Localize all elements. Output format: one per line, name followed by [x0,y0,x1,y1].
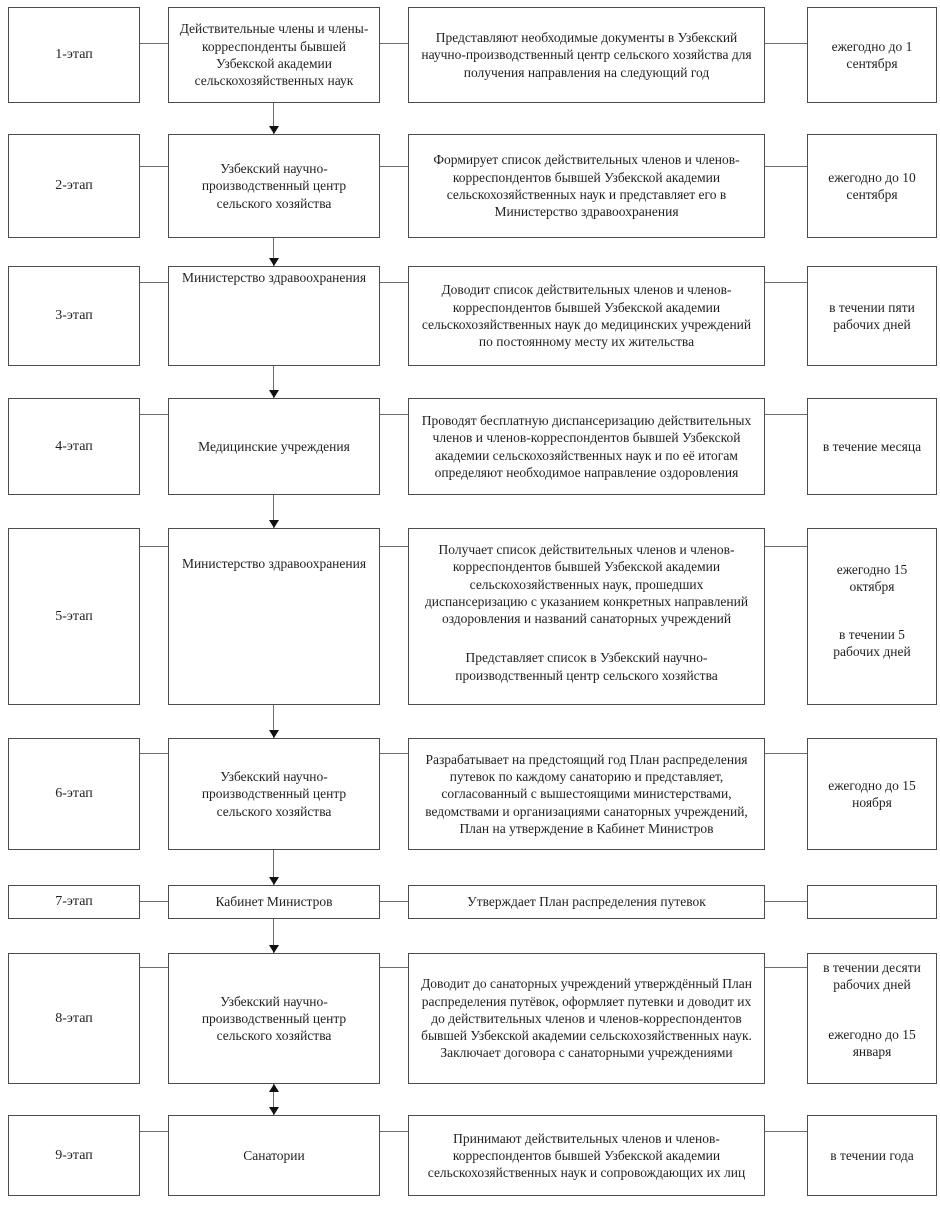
arrow-down-icon [269,730,279,738]
stage-label-box [8,134,140,238]
actor-name: Министерство здравоохранения [181,556,367,571]
action-text: Проводят бесплатную диспансеризацию действительных членов и членов-корреспондентов бывшей Узбекской академии сельскохозяйственных наук и по её итогам определяют необходимое направление оздоровления [421,412,752,480]
flow-row [8,738,937,850]
stage-label-box [8,885,140,919]
timing-text: ежегодно до 1 сентября [831,38,913,71]
action-text: Формирует список действительных членов и членов-корреспондентов бывшей Узбекской академии сельскохозяйственных наук и представляет его в Министерство здравоохранения [433,152,740,220]
horizontal-connector-line [140,266,168,366]
actor-name: Кабинет Министров [215,894,333,910]
horizontal-connector-line [765,885,807,919]
stage-label: 2-этап [55,178,93,194]
horizontal-connector-line [380,398,408,495]
stage-label-box [8,266,140,366]
flow-connector [8,1084,937,1115]
arrow-down-icon [269,1107,279,1115]
actor-box [168,7,380,103]
action-box [408,885,765,919]
stage-label: 5-этап [55,608,93,624]
horizontal-connector-line [765,953,807,1084]
horizontal-connector-line [140,885,168,919]
flow-connector [8,850,937,885]
horizontal-connector-line [380,738,408,850]
timing-text: в течении десяти рабочих дней [823,960,921,993]
action-text: Доводит список действительных членов и членов-корреспондентов бывшей Узбекской академии сельскохозяйственных наук до медицинских учреждений по постоянному месту их жительства [421,282,752,350]
horizontal-connector-line [765,398,807,495]
flow-row [8,266,937,366]
flow-row [8,528,937,705]
actor-box [168,1115,380,1196]
horizontal-connector-line [765,738,807,850]
timing-box [807,266,937,366]
horizontal-connector-line [765,1115,807,1196]
action-text: Получает список действительных членов и членов-корреспондентов бывшей Узбекской академии сельскохозяйственных наук, прошедших диспансеризацию с указанием конкретных направлений оздоровления и названий санаторных учреждений [424,542,749,627]
action-box [408,738,765,850]
actor-box [168,134,380,238]
stage-label-box [8,738,140,850]
horizontal-connector-line [380,7,408,103]
stage-label: 7-этап [55,894,93,910]
horizontal-connector-line [380,1115,408,1196]
stage-label-box [8,7,140,103]
timing-box [807,738,937,850]
timing-text: в течении пяти рабочих дней [829,299,915,332]
arrow-down-icon [269,390,279,398]
arrow-down-icon [269,126,279,134]
action-text: Разрабатывает на предстоящий год План распределения путевок по каждому санаторию и представляет, согласованный с вышестоящими министерствами, ведомствами и организациями санаторных учреждений, План на утверждение в Кабинет Министров [425,751,748,836]
timing-text: ежегодно 15 октября [836,562,908,595]
horizontal-connector-line [380,528,408,705]
action-text: Представляет список в Узбекский научно-производственный центр сельского хозяйства [455,650,718,683]
flow-row [8,953,937,1084]
arrow-down-icon [269,258,279,266]
actor-name: Узбекский научно-производственный центр сельского хозяйства [201,161,347,211]
actor-box [168,398,380,495]
flow-row [8,398,937,495]
actor-name: Медицинские учреждения [198,438,350,454]
action-box [408,134,765,238]
timing-text: в течении 5 рабочих дней [833,626,911,659]
timing-box [807,7,937,103]
timing-box [807,398,937,495]
stage-label: 6-этап [55,786,93,802]
horizontal-connector-line [140,738,168,850]
arrow-down-icon [269,877,279,885]
arrow-down-icon [269,520,279,528]
horizontal-connector-line [140,1115,168,1196]
timing-text: ежегодно до 15 января [828,1026,916,1059]
flow-row [8,885,937,919]
action-box [408,528,765,705]
actor-box [168,266,380,366]
flow-connector [8,366,937,398]
actor-name: Узбекский научно-производственный центр сельского хозяйства [201,993,347,1044]
stage-label-box [8,1115,140,1196]
action-text: Доводит до санаторных учреждений утверждённый План распределения путёвок, оформляет путевки и доводит их до действительных членов и членов-корреспондентов бывшей Узбекской академии сельскохозяйственных наук. Заключает договора с санаторными учреждениями [421,976,752,1061]
flow-connector [8,705,937,738]
stage-label-box [8,953,140,1084]
horizontal-connector-line [765,528,807,705]
actor-name: Действительные члены и члены-корреспонденты бывшей Узбекской академии сельскохозяйственных наук [179,21,369,89]
timing-box [807,953,937,1084]
actor-name: Санатории [243,1147,305,1163]
stage-label: 8-этап [55,1010,93,1026]
timing-box [807,885,937,919]
actor-box [168,738,380,850]
timing-text: в течении года [830,1147,914,1163]
timing-box [807,134,937,238]
action-box [408,398,765,495]
timing-text: ежегодно до 10 сентября [828,169,916,202]
action-text: Представляют необходимые документы в Узбекский научно-производственный центр сельского хозяйства для получения направления на следующий год [421,30,752,80]
stage-label: 9-этап [55,1147,93,1163]
horizontal-connector-line [765,134,807,238]
stage-label: 1-этап [55,47,93,63]
actor-box [168,885,380,919]
flow-connector [8,238,937,266]
timing-text: ежегодно до 15 ноября [828,777,916,810]
actor-name: Узбекский научно-производственный центр сельского хозяйства [201,769,347,819]
arrow-down-icon [269,945,279,953]
stage-label-box [8,398,140,495]
horizontal-connector-line [380,134,408,238]
timing-box [807,1115,937,1196]
timing-text: в течение месяца [822,438,922,454]
actor-box [168,528,380,705]
flow-row [8,7,937,103]
horizontal-connector-line [380,953,408,1084]
horizontal-connector-line [140,7,168,103]
horizontal-connector-line [765,7,807,103]
flow-connector [8,103,937,134]
timing-box [807,528,937,705]
stage-label: 3-этап [55,308,93,324]
arrow-up-icon [269,1084,279,1092]
action-box [408,7,765,103]
action-text: Принимают действительных членов и членов-корреспондентов бывшей Узбекской академии сельскохозяйственных наук и сопровождающих их лиц [427,1130,746,1181]
horizontal-connector-line [765,266,807,366]
flow-row [8,134,937,238]
actor-name: Министерство здравоохранения [181,270,367,285]
action-text: Утверждает План распределения путевок [467,894,706,910]
horizontal-connector-line [140,398,168,495]
flow-connector [8,919,937,953]
flow-connector [8,495,937,528]
action-box [408,953,765,1084]
flow-row [8,1115,937,1196]
horizontal-connector-line [380,885,408,919]
horizontal-connector-line [140,134,168,238]
stage-label: 4-этап [55,438,93,454]
horizontal-connector-line [140,528,168,705]
action-box [408,1115,765,1196]
horizontal-connector-line [380,266,408,366]
actor-box [168,953,380,1084]
action-box [408,266,765,366]
horizontal-connector-line [140,953,168,1084]
stage-label-box [8,528,140,705]
